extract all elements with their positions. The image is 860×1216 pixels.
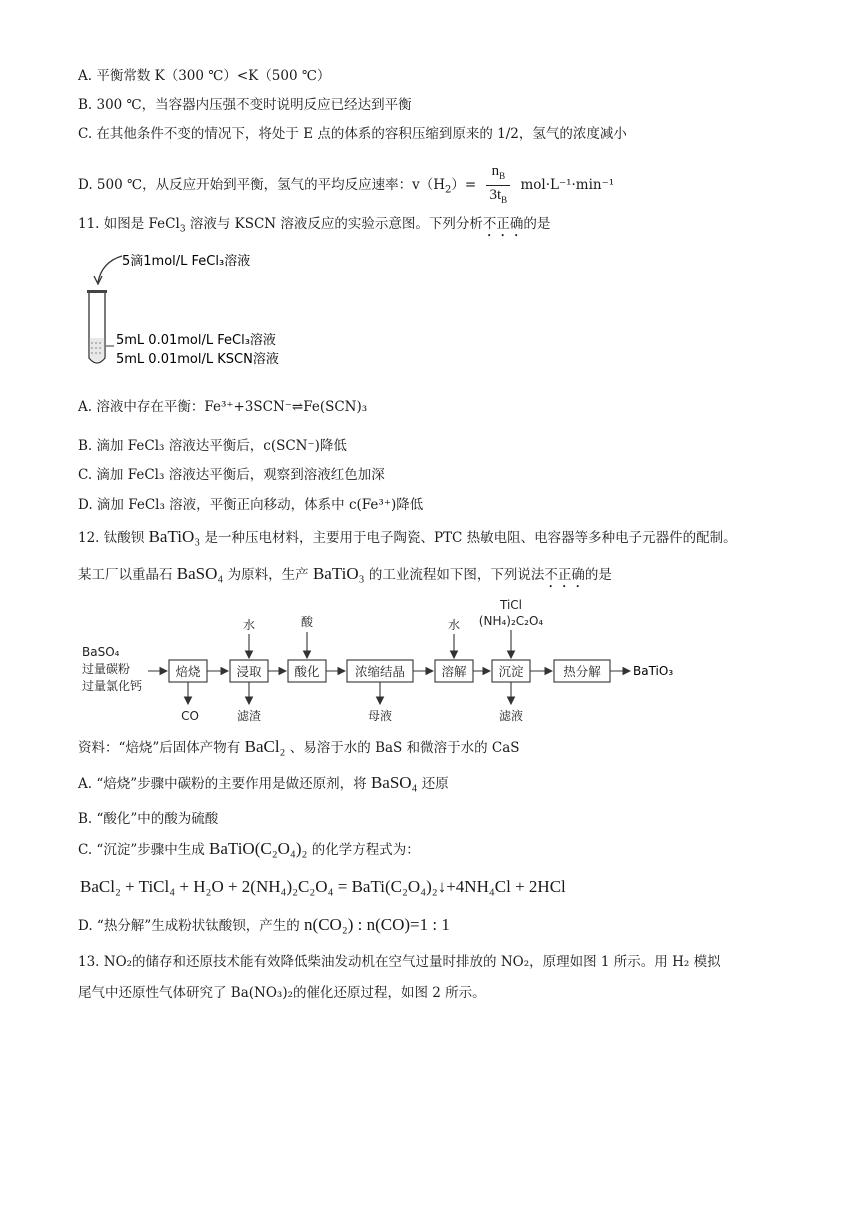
q11-stem-pre: 11. 如图是 FeCl (78, 216, 180, 232)
q10-frac-den: 3t (489, 187, 502, 203)
q11-stem-emphasis: 不正确 (482, 216, 524, 232)
q12-stem-line2 (78, 564, 612, 591)
q10-frac-den-sub: B (501, 195, 508, 205)
q10-option-b: B. 300 ℃，当容器内压强不变时说明反应已经达到平衡 (78, 97, 412, 113)
flow-input-1: BaSO₄ (82, 645, 120, 659)
q13-line1: 13. NO₂的储存和还原技术能有效降低柴油发动机在空气过量时排放的 NO₂，原理如图 1 所示。用 H₂ 模拟 (78, 954, 721, 970)
flow-step-7: 热分解 (563, 664, 601, 679)
q11-option-d: D. 滴加 FeCl₃ 溶液，平衡正向移动，体系中 c(Fe³⁺)降低 (78, 497, 424, 513)
q12-opt-d-pre: D. “热分解”生成粉状钛酸钡，产生的 (78, 918, 300, 934)
q12-formula-batio3-2: BaTiO₃ (312, 564, 365, 583)
q12-option-a (78, 773, 449, 794)
q12-info-formula: BaCl₂ (244, 737, 286, 756)
q10-option-c: C. 在其他条件不变的情况下，将处于 E 点的体系的容积压缩到原来的 1/2，氢气的浓度减小 (78, 126, 627, 142)
solution-label-2: 5mL 0.01mol/L KSCN溶液 (116, 352, 279, 367)
q11-stem-end: 的是 (523, 216, 551, 232)
q12-option-b: B. “酸化”中的酸为硫酸 (78, 811, 219, 827)
q12-stem2-mid: 为原料，生产 (227, 567, 309, 583)
q12-opt-c-pre: C. “沉淀”步骤中生成 (78, 842, 205, 858)
solution-fill (90, 338, 105, 362)
q12-info-pre: 资料：“焙烧”后固体产物有 (78, 740, 241, 756)
q12-stem-line1 (78, 527, 737, 548)
flow-out-filtrate: 滤液 (498, 709, 524, 723)
flow-step-1: 焙烧 (175, 664, 201, 679)
q11-option-a: A. 溶液中存在平衡：Fe³⁺+3SCN⁻⇌Fe(SCN)₃ (78, 399, 368, 415)
q12-info (78, 737, 520, 758)
flow-step-3: 酸化 (294, 664, 320, 679)
solution-label-1: 5mL 0.01mol/L FeCl₃溶液 (116, 333, 276, 348)
q12-stem2-end: 的是 (584, 567, 612, 583)
flow-step-2: 浸取 (236, 664, 262, 679)
flow-out-mother-liquor: 母液 (367, 709, 393, 723)
q10-option-a: A. 平衡常数 K（300 ℃）<K（500 ℃） (78, 68, 331, 84)
flow-out-co: CO (181, 709, 199, 723)
q12-stem2-pre: 某工厂以重晶石 (78, 567, 173, 583)
flow-input-3: 过量氯化钙 (82, 679, 143, 693)
q12-opt-d-formula: n(CO₂) : n(CO)=1 : 1 (304, 915, 450, 934)
q12-opt-a-formula: BaSO₄ (370, 773, 418, 792)
flow-product: BaTiO₃ (633, 664, 674, 678)
flow-out-residue: 滤渣 (236, 709, 262, 723)
q11-test-tube-figure (80, 246, 340, 376)
flow-top-ticl: TiCl (499, 598, 523, 612)
q10-option-d-text: D. 500 ℃，从反应开始到平衡，氢气的平均反应速率：v（H (78, 177, 445, 193)
q11-stem-post: 溶液与 KSCN 溶液反应的实验示意图。下列分析 (185, 216, 483, 232)
q12-opt-c-formula: BaTiO(C₂O₄)₂ (209, 839, 308, 858)
q10-rate-unit: mol·L⁻¹·min⁻¹ (520, 177, 615, 193)
q11-option-c: C. 滴加 FeCl₃ 溶液达平衡后，观察到溶液红色加深 (78, 467, 385, 483)
flow-step-4: 浓缩结晶 (354, 664, 406, 679)
q12-stem2-post: 的工业流程如下图，下列说法 (368, 567, 545, 583)
flow-top-acid: 酸 (300, 615, 314, 629)
q11-option-b: B. 滴加 FeCl₃ 溶液达平衡后，c(SCN⁻)降低 (78, 438, 347, 454)
q12-stem1-post: 是一种压电材料，主要用于电子陶瓷、PTC 热敏电阻、电容器等多种电子元器件的配制。 (204, 530, 737, 546)
tube-rim (87, 290, 107, 293)
flow-top-water-2: 水 (447, 618, 461, 632)
q12-opt-a-pre: A. “焙烧”步骤中碳粉的主要作用是做还原剂，将 (78, 776, 367, 792)
q12-info-post: 、易溶于水的 BaS 和微溶于水的 CaS (289, 740, 520, 756)
q10-option-d: D. 500 ℃，从反应开始到平衡，氢气的平均反应速率：$v(H_2)=$ $\frac{n_B}{3t_B}$ mol·L⁻¹·min⁻¹ (78, 162, 614, 209)
q12-option-c (78, 839, 420, 860)
flow-top-oxalate: (NH₄)₂C₂O₄ (478, 614, 544, 628)
q12-option-d (78, 915, 450, 936)
q12-formula-batio3: BaTiO₃ (148, 527, 201, 546)
q11-stem: 11. 如图是 FeCl$_3$ 溶液与 KSCN 溶液反应的实验示意图。下列分析不正确的是 (78, 216, 551, 235)
q10-option-d-eq: ）= (451, 177, 477, 193)
q12-stem-emphasis: 不正确 (544, 567, 585, 583)
drop-label: 5滴1mol/L FeCl₃溶液 (122, 254, 251, 269)
q10-rate-fraction (486, 162, 510, 209)
flow-step-6: 沉淀 (498, 664, 524, 679)
flow-input-2: 过量碳粉 (82, 662, 131, 676)
q12-flowchart (78, 596, 708, 726)
q10-frac-num: n (491, 163, 500, 179)
q12-stem1-pre: 12. 钛酸钡 (78, 530, 145, 546)
flow-step-5: 溶解 (441, 664, 467, 679)
q12-opt-c-post: 的化学方程式为： (311, 842, 420, 858)
q13-line2: 尾气中还原性气体研究了 Ba(NO₃)₂的催化还原过程，如图 2 所示。 (78, 985, 486, 1001)
q12-opt-a-post: 还原 (421, 776, 449, 792)
q10-frac-num-sub: B (499, 171, 506, 181)
q12-equation: BaCl₂ + TiCl₄ + H₂O + 2(NH₄)₂C₂O₄ = BaTi(C₂O₄)₂↓+4NH₄Cl + 2HCl (80, 877, 566, 896)
q12-formula-baso4: BaSO₄ (176, 564, 224, 583)
flow-top-water-1: 水 (242, 618, 256, 632)
